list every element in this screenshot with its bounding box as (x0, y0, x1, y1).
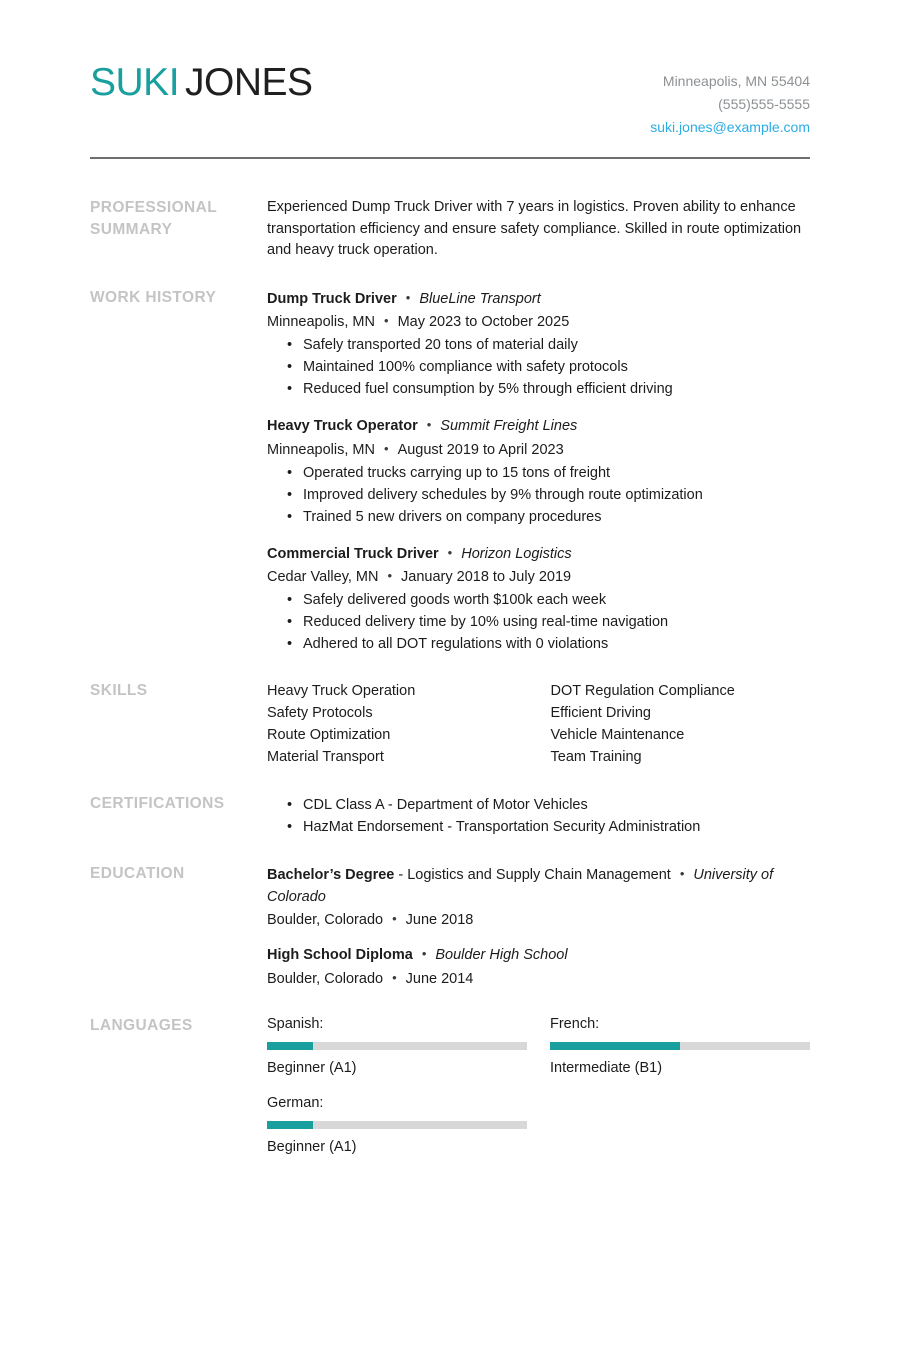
job-entry (267, 542, 810, 656)
certification-item: • CDL Class A - Department of Motor Vehicles (287, 794, 810, 816)
language-name: French: (550, 1015, 600, 1032)
education-date: June 2014 (405, 970, 474, 987)
job-meta-line (267, 310, 810, 333)
job-bullet: • Safely delivered goods worth $100k each week (287, 589, 810, 611)
job-company: Summit Freight Lines (440, 418, 578, 434)
education-date: June 2018 (405, 912, 474, 928)
job-meta-line (267, 438, 810, 461)
job-company: BlueLine Transport (419, 290, 541, 307)
contact-email-link[interactable]: suki.jones@example.com (650, 119, 810, 135)
dot-separator (448, 542, 453, 564)
job-title-line (267, 414, 810, 438)
dot-separator (406, 287, 411, 309)
education-location: Boulder, Colorado (267, 912, 384, 928)
education-title-line (267, 943, 810, 967)
skills-content (267, 680, 810, 768)
work-history-content (267, 287, 810, 656)
section-label-languages: LANGUAGES (90, 1016, 193, 1034)
contact-block (650, 70, 810, 139)
job-bullet: • Safely transported 20 tons of material daily (287, 334, 810, 356)
languages-content (267, 1015, 810, 1156)
summary-content (267, 197, 810, 262)
job-bullet: • Trained 5 new drivers on company procedures (287, 506, 810, 528)
section-label-skills: SKILLS (90, 682, 148, 699)
skill-item: DOT Regulation Compliance (550, 683, 735, 699)
section-certifications (90, 793, 810, 838)
language-progress-fill (550, 1042, 680, 1050)
language-progress-fill (267, 1121, 313, 1129)
language-name: German: (267, 1094, 324, 1111)
job-location: Minneapolis, MN (267, 441, 375, 458)
job-bullet: • Maintained 100% compliance with safety protocols (287, 356, 810, 378)
job-dates: May 2023 to October 2025 (397, 314, 570, 330)
job-title: Commercial Truck Driver (267, 545, 439, 562)
language-level: Beginner (A1) (267, 1059, 357, 1076)
resume-body (90, 159, 810, 1156)
job-title: Dump Truck Driver (267, 290, 397, 307)
job-title-line (267, 542, 810, 566)
section-label-education: EDUCATION (90, 865, 185, 882)
job-dates: January 2018 to July 2019 (401, 569, 572, 585)
dot-separator (392, 967, 397, 989)
education-degree: High School Diploma (267, 947, 413, 963)
section-professional-summary (90, 197, 810, 262)
job-bullet: • Operated trucks carrying up to 15 tons of freight (287, 462, 810, 484)
dot-separator (680, 863, 685, 885)
skill-item: Efficient Driving (550, 705, 651, 721)
name-heading (90, 60, 313, 106)
language-progress-bar (267, 1042, 527, 1050)
job-bullet-list (267, 334, 810, 400)
skills-column-2 (551, 680, 811, 768)
education-school: Boulder High School (435, 947, 568, 963)
education-entry (267, 863, 810, 931)
skill-item: Safety Protocols (267, 705, 373, 721)
education-meta-line (267, 967, 810, 990)
certification-list (267, 794, 810, 838)
dot-separator (422, 943, 427, 965)
language-item (267, 1094, 527, 1156)
first-name: SUKI (90, 61, 180, 104)
job-bullet: • Reduced fuel consumption by 5% through efficient driving (287, 378, 810, 400)
dot-separator (387, 565, 392, 587)
resume-header (90, 60, 810, 139)
language-progress-fill (267, 1042, 313, 1050)
education-content (267, 863, 810, 990)
language-level: Beginner (A1) (267, 1138, 357, 1155)
education-degree: Bachelor’s Degree (267, 867, 395, 883)
skills-column-1 (267, 680, 527, 768)
education-entry (267, 943, 810, 990)
education-school: University of Colorado (267, 867, 774, 905)
contact-phone: (555)555-5555 (718, 96, 810, 112)
job-entry (267, 287, 810, 401)
contact-location: Minneapolis, MN 55404 (662, 73, 810, 89)
section-education (90, 863, 810, 990)
job-bullet: • Improved delivery schedules by 9% through route optimization (287, 484, 810, 506)
skill-item: Vehicle Maintenance (550, 727, 685, 743)
job-bullet: • Adhered to all DOT regulations with 0 violations (287, 633, 810, 655)
job-location: Cedar Valley, MN (267, 569, 379, 585)
job-entry (267, 414, 810, 528)
job-dates: August 2019 to April 2023 (397, 441, 564, 458)
summary-text: Experienced Dump Truck Driver with 7 years in logistics. Proven ability to enhance transportation efficiency and ensure safety compliance. Skilled in route optimization and heavy truck operation. (267, 199, 802, 258)
dot-separator (384, 310, 389, 332)
job-bullet-list (267, 462, 810, 528)
certification-item: • HazMat Endorsement - Transportation Security Administration (287, 816, 810, 838)
education-program: - Logistics and Supply Chain Management (398, 867, 671, 883)
education-title-line (267, 863, 810, 908)
language-level: Intermediate (B1) (550, 1059, 663, 1076)
job-meta-line (267, 565, 810, 588)
job-company: Horizon Logistics (461, 545, 572, 562)
education-location: Boulder, Colorado (267, 970, 384, 987)
job-title: Heavy Truck Operator (267, 418, 418, 434)
education-meta-line (267, 908, 810, 931)
job-bullet-list (267, 589, 810, 655)
skill-item: Heavy Truck Operation (267, 683, 416, 699)
dot-separator (392, 908, 397, 930)
language-progress-bar (550, 1042, 810, 1050)
section-label-certifications: CERTIFICATIONS (90, 795, 225, 812)
language-item (267, 1015, 527, 1077)
section-skills (90, 680, 810, 768)
section-languages (90, 1015, 810, 1156)
language-progress-bar (267, 1121, 527, 1129)
skill-item: Team Training (550, 749, 642, 765)
job-bullet: • Reduced delivery time by 10% using real-time navigation (287, 611, 810, 633)
skill-item: Material Transport (267, 749, 384, 765)
skill-item: Route Optimization (267, 727, 391, 743)
job-location: Minneapolis, MN (267, 314, 375, 330)
job-title-line (267, 287, 810, 311)
last-name: JONES (185, 61, 313, 104)
language-name: Spanish: (267, 1015, 324, 1032)
dot-separator (427, 414, 432, 436)
certifications-content (267, 793, 810, 838)
section-label-professional-summary: PROFESSIONAL SUMMARY (90, 199, 217, 238)
language-item (550, 1015, 810, 1077)
section-work-history (90, 287, 810, 656)
section-label-work-history: WORK HISTORY (90, 288, 217, 306)
dot-separator (384, 438, 389, 460)
